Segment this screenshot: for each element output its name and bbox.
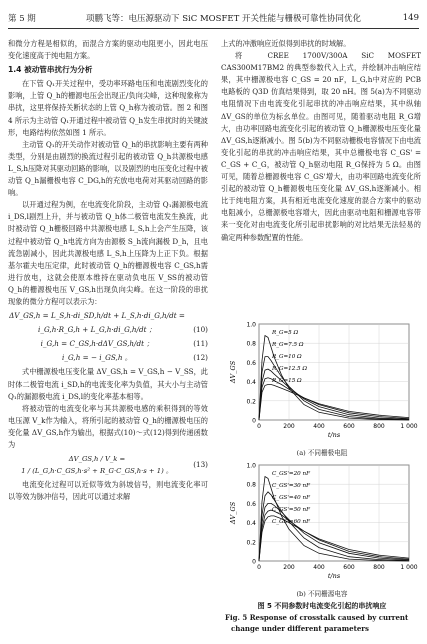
series-label: C_GS'=50 nF bbox=[272, 507, 310, 513]
x-tick-label: 800 bbox=[373, 423, 385, 430]
equation-lhs: ΔV_GS,h / V_k = bbox=[68, 455, 126, 464]
series-label: R_G=5 Ω bbox=[272, 330, 299, 336]
series-label: C_GS'=20 nF bbox=[272, 471, 310, 477]
page-number: 149 bbox=[402, 13, 419, 23]
panel-b-label: (b) 不同栅源电容 bbox=[296, 590, 348, 598]
paragraph: 将 CREE 1700V/300A SiC MOSFET CAS300M17BM2 的典型参数代入上式，并绘制冲击响应结果，其中栅源极电容 C_GS = 20 nF，L_G,h中对应的 PCB 电路板的 Q3D 仿真结果得到，取 20 nH。图 5(a)为不同驱动电阻情况下由电流变化引起串扰的冲击响应结果，其中纵轴 ΔV_GS的单位为标幺单位。由图可见，随着驱动电阻 R_G增大，由功率回路电流变化引起的被动管 Q_h栅源极电压变化量 ΔV_GS,h逐渐减小。图 5(b)为不同驱动栅极电容情况下由电流变化引起的串扰的冲击响应结果，其中总栅极电容 C_GS' = C_GS + C_G，被动管 Q_h驱动电阻 R_G保持为 5 Ω。由图可见，随着总栅源极电容 C_GS'增大，由功率回路电流变化所引起的被动管 Q_h栅源极电压变化量 ΔV_GS,h逐渐减小。相比于纯电阻方案，具有相近电流变化速度的混合方案中的驱动电阻减小，总栅源极电容增大，因此由驱动电阻和栅源电容带来一变化对由电流变化所引起串扰影响的对比结果无法轻易的确定两种参数配置的性能。 bbox=[221, 51, 421, 242]
x-tick-label: 1 000 bbox=[400, 423, 418, 430]
header-rule bbox=[8, 28, 419, 29]
x-axis-label: t/ns bbox=[327, 431, 341, 439]
x-tick-label: 1 000 bbox=[400, 564, 418, 571]
caption-zh: 图 5 不同参数时电流变化引起的串扰响应 bbox=[257, 602, 387, 610]
equation-number: (11) bbox=[193, 339, 208, 349]
equation-number: (13) bbox=[193, 460, 208, 470]
paragraph: 上式的冲激响应近似得到串扰的时域解。 bbox=[221, 39, 351, 48]
series-label: R_G=7.5 Ω bbox=[272, 342, 304, 348]
x-tick-label: 400 bbox=[313, 564, 325, 571]
x-axis-label: t/ns bbox=[327, 572, 341, 580]
plot-frame bbox=[259, 465, 409, 561]
y-tick-label: 0.2 bbox=[246, 398, 256, 406]
equation-number: (10) bbox=[193, 325, 208, 335]
series-label: R_G=15 Ω bbox=[272, 378, 302, 384]
paragraph: 将被动管的电流变化率与其共源极电感的乘积得到的等效电压源 V_k作为输入，将所引起的被动管 Q_h的栅源极电压的变化量 ΔV_GS,h作为输出，根据式(10)～式(12)得到传递函数为 bbox=[8, 403, 208, 449]
y-tick-label: 1.0 bbox=[246, 321, 256, 329]
figure-caption bbox=[225, 601, 419, 634]
x-tick-label: 200 bbox=[283, 564, 295, 571]
y-tick-label: 1.0 bbox=[246, 462, 256, 470]
series-label: C_GS'=60 nF bbox=[272, 519, 310, 525]
x-tick-label: 0 bbox=[257, 423, 261, 430]
y-tick-label: 0.4 bbox=[246, 379, 256, 387]
chart-panel-b bbox=[225, 459, 419, 598]
paragraph: 和微分方程是相似的，而混合方案的驱动电阻更小，因此电压变化速度高于纯电阻方案。 bbox=[8, 39, 208, 61]
y-tick-label: 0 bbox=[252, 417, 256, 425]
running-header bbox=[8, 10, 419, 26]
paragraph: 以开通过程为例，在电流变化阶段，主动管 Q₁漏源极电流 i_DS,l剧烈上升，并与被动管 Q_h体二极管电流发生换流，此时被动管 Q_h栅极回路中共源极电感 L_S,h上会产生压降，该过程中被动管 Q_h电流方向为由源极 S_h流向漏极 D_h，且电流急剧减小，因此共源极电感 L_S,h上压降为上正下负。根据基尔霍夫电压定律，此时被动管 Q_h的栅源极电容 C_GS,h需进行放电，这就会使原本维持在驱动负电压 V_SS的被动管 Q_h的栅源极电压 V_GS,h出现负向尖峰。在这一阶段的串扰现象的微分方程可以表示为： bbox=[8, 200, 208, 306]
x-tick-label: 800 bbox=[373, 564, 385, 571]
chart-b bbox=[225, 459, 419, 587]
series-label: R_G=12.5 Ω bbox=[272, 366, 308, 372]
series-label: C_GS'=30 nF bbox=[272, 483, 310, 489]
series-label: C_GS'=40 nF bbox=[272, 495, 310, 501]
equation-12 bbox=[8, 352, 208, 364]
equation-number: (12) bbox=[193, 353, 208, 363]
equation-body: i_G,h·R_G,h + L_G,h·di_G,h/dt ； bbox=[38, 325, 156, 335]
y-tick-label: 0.6 bbox=[246, 500, 256, 508]
paragraph: 主动管 Q₁的开关动作对被动管 Q_h的串扰影响主要有两种类型，分别是由剧烈的换流过程引起的被动管 Q_h共源极电感 L_S,h压降对其驱动回路的影响，以及剧烈的电压变化过程中被动管 Q_h漏栅极电容 C_DG,h的充放电电荷对其驱动回路的影响。 bbox=[8, 139, 208, 198]
y-tick-label: 0.8 bbox=[246, 340, 256, 348]
series-label: R_G=10 Ω bbox=[272, 354, 302, 360]
y-tick-label: 0 bbox=[252, 558, 256, 566]
x-tick-label: 200 bbox=[283, 423, 295, 430]
x-tick-label: 600 bbox=[343, 423, 355, 430]
equation-body: i_G,h = − i_GS,h 。 bbox=[62, 353, 132, 363]
section-heading: 1.4 被动管串扰行为分析 bbox=[8, 65, 93, 75]
x-tick-label: 400 bbox=[313, 423, 325, 430]
equation-11 bbox=[8, 338, 208, 350]
plot-frame bbox=[259, 324, 409, 420]
y-tick-label: 0.6 bbox=[246, 359, 256, 367]
right-column bbox=[221, 38, 421, 244]
paragraph: 在下管 Q₁开关过程中，受功率环路电压和电流剧烈变化的影响，上管 Q_h的栅源电压会出现正/负向尖峰，这种现象称为串扰，这里将保持关断状态的上管 Q_h称为被动管。图 2 和图 4 所示为主动管 Q₁开通过程中被动管 Q_h发生串扰时的关键波形，电路结构依然如图 1 所示。 bbox=[8, 79, 208, 137]
left-column bbox=[8, 38, 208, 503]
paragraph: 式中栅源极电压变化量 ΔV_GS,h = V_GS,h − V_SS，此时体二极管电流 i_SD,h的电流变化率为负值，其大小与主动管 Q₁的漏源极电流 i_DS,l的变化率基本相等。 bbox=[8, 367, 208, 401]
panel-a-label: (a) 不同栅极电阻 bbox=[296, 449, 348, 457]
equation-body: ΔV_GS,h = L_S,h·di_SD,h/dt + L_S,h·di_G,h/dt = bbox=[9, 311, 185, 321]
equation-rhs: 1 / (L_G,h·C_GS,h·s² + R_G·C_GS,h·s + 1) 。 bbox=[21, 467, 173, 476]
figure-5 bbox=[225, 318, 419, 634]
x-tick-label: 600 bbox=[343, 564, 355, 571]
chart-panel-a bbox=[225, 318, 419, 457]
caption-en: Fig. 5 Response of crosstalk caused by current change under different parameters bbox=[225, 613, 409, 633]
running-title: 项鹏飞等：电压源驱动下 SiC MOSFET 开关性能与栅极可靠性协同优化 bbox=[86, 14, 361, 24]
equation-10a bbox=[8, 310, 208, 322]
issue-number: 第 5 期 bbox=[8, 14, 36, 24]
y-axis-label: ΔV_GS bbox=[229, 501, 237, 525]
equation-body: i_G,h = C_GS,h·dΔV_GS,h/dt ； bbox=[40, 339, 154, 349]
y-axis-label: ΔV_GS bbox=[229, 360, 237, 384]
x-tick-label: 0 bbox=[257, 564, 261, 571]
equation-10b bbox=[8, 324, 208, 336]
chart-a bbox=[225, 318, 419, 446]
paragraph: 电流变化过程可以近似等效为斜坡信号，则电流变化率可以等效为脉冲信号，因此可以通过求解 bbox=[8, 480, 208, 502]
y-tick-label: 0.8 bbox=[246, 481, 256, 489]
y-tick-label: 0.4 bbox=[246, 520, 256, 528]
equation-13 bbox=[8, 453, 208, 477]
y-tick-label: 0.2 bbox=[246, 539, 256, 547]
